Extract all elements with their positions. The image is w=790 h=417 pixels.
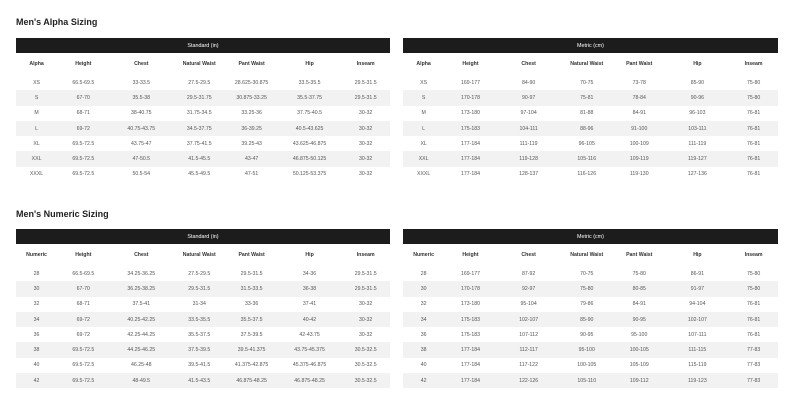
table-cell: 75-80 bbox=[746, 79, 761, 86]
table-cell: 100-109 bbox=[629, 140, 649, 147]
numeric-standard-table bbox=[16, 229, 390, 388]
table-cell: 29.5-31.5 bbox=[354, 270, 377, 277]
table-cell: 29.5-31.5 bbox=[354, 79, 377, 86]
table-cell: 111-119 bbox=[688, 140, 707, 147]
table-cell: 35.5-37.5 bbox=[188, 331, 211, 338]
size-label-cell: M bbox=[421, 110, 426, 117]
table-cell: 40.25-42.25 bbox=[109, 312, 173, 327]
column-header-row bbox=[403, 53, 778, 75]
table-cell: 29.5-31.5 bbox=[341, 90, 390, 105]
size-label-cell: XS bbox=[420, 79, 428, 86]
column-header-row bbox=[403, 244, 778, 266]
column-header: Inseam bbox=[356, 61, 375, 67]
table-cell: 70-75 bbox=[580, 270, 594, 277]
table-cell: 117-122 bbox=[519, 362, 538, 369]
table-cell: 31.5-33.5 bbox=[225, 281, 277, 296]
table-cell: 40.75-43.75 bbox=[109, 121, 173, 136]
table-cell: 30.875-33.25 bbox=[225, 90, 277, 105]
table-cell: 109-112 bbox=[613, 373, 666, 388]
table-cell: 84-91 bbox=[632, 110, 646, 117]
table-banner-row bbox=[403, 38, 778, 53]
table-cell: 36-38 bbox=[278, 281, 342, 296]
alpha-section-title: Men's Alpha Sizing bbox=[16, 17, 98, 27]
size-label-cell: L bbox=[403, 121, 444, 136]
table-cell: 69-72 bbox=[76, 331, 90, 338]
table-cell: 105-116 bbox=[561, 151, 614, 166]
table-cell: 50.125-53.375 bbox=[292, 171, 327, 178]
table-cell: 177-184 bbox=[460, 140, 481, 147]
table-cell: 128-137 bbox=[519, 171, 539, 178]
table-cell: 177-184 bbox=[444, 373, 497, 388]
table-cell: 77-83 bbox=[729, 373, 778, 388]
table-cell: 85-90 bbox=[561, 312, 614, 327]
table-banner-row bbox=[16, 229, 390, 244]
table-cell: 44.25-46.25 bbox=[109, 342, 173, 357]
column-header: Inseam bbox=[744, 252, 763, 258]
table-cell: 45.375-46.875 bbox=[292, 362, 327, 369]
table-cell: 73-78 bbox=[632, 79, 646, 86]
size-label-cell: 42 bbox=[16, 373, 57, 388]
size-label-cell: 32 bbox=[33, 301, 40, 308]
table-cell: 76-81 bbox=[746, 171, 761, 178]
table-cell: 103-111 bbox=[666, 121, 730, 136]
table-cell: 84-90 bbox=[521, 79, 536, 86]
table-cell: 37.75-40.5 bbox=[297, 110, 322, 117]
table-cell: 119-123 bbox=[666, 373, 730, 388]
table-cell: 67-70 bbox=[57, 90, 109, 105]
size-label-cell: XXL bbox=[403, 151, 444, 166]
table-cell: 175-183 bbox=[444, 121, 497, 136]
column-header: Natural Waist bbox=[182, 61, 216, 67]
table-cell: 37.5-39.5 bbox=[240, 331, 263, 338]
column-header: Pant Waist bbox=[626, 61, 653, 67]
table-cell: 46.25-48 bbox=[131, 362, 152, 369]
table-banner-row bbox=[16, 38, 390, 53]
table-cell: 35.5-37.5 bbox=[225, 312, 277, 327]
table-cell: 29.5-31.5 bbox=[240, 270, 263, 277]
table-cell: 75-80 bbox=[632, 270, 646, 277]
table-cell: 33-36 bbox=[244, 301, 259, 308]
table-row bbox=[16, 90, 390, 105]
size-label-cell: XS bbox=[33, 79, 41, 86]
table-cell: 79-86 bbox=[580, 301, 594, 308]
table-cell: 30-32 bbox=[341, 312, 390, 327]
table-cell: 36-39.25 bbox=[225, 121, 277, 136]
table-cell: 38-40.75 bbox=[131, 110, 152, 117]
table-cell: 28.625-30.875 bbox=[234, 79, 269, 86]
table-row bbox=[16, 312, 390, 327]
table-row bbox=[403, 373, 778, 388]
column-header: Natural Waist bbox=[570, 61, 604, 67]
column-header: Hip bbox=[305, 61, 314, 67]
size-label-cell: 38 bbox=[16, 342, 57, 357]
table-cell: 69.5-72.5 bbox=[72, 140, 95, 147]
table-cell: 30.5-32.5 bbox=[341, 342, 390, 357]
size-label-cell: L bbox=[16, 121, 57, 136]
size-label-cell: XL bbox=[420, 140, 427, 147]
size-label-cell: 36 bbox=[420, 331, 427, 338]
size-label-cell: M bbox=[34, 110, 39, 117]
table-row bbox=[403, 266, 778, 281]
alpha-metric-table bbox=[403, 38, 778, 182]
table-cell: 177-184 bbox=[444, 342, 497, 357]
table-cell: 88-96 bbox=[561, 121, 614, 136]
table-cell: 100-105 bbox=[577, 362, 597, 369]
table-cell: 41.5-45.5 bbox=[173, 151, 225, 166]
table-row bbox=[403, 312, 778, 327]
table-cell: 30-32 bbox=[359, 140, 373, 147]
table-cell: 170-178 bbox=[444, 90, 497, 105]
table-cell: 94-104 bbox=[689, 301, 706, 308]
column-header: Numeric bbox=[26, 252, 47, 258]
table-cell: 90-95 bbox=[580, 331, 594, 338]
table-cell: 173-180 bbox=[460, 301, 481, 308]
table-cell: 177-184 bbox=[460, 362, 481, 369]
table-row bbox=[16, 75, 390, 90]
table-cell: 90-97 bbox=[497, 90, 561, 105]
column-header: Alpha bbox=[416, 61, 431, 67]
table-cell: 87-92 bbox=[521, 270, 536, 277]
table-cell: 107-111 bbox=[688, 331, 707, 338]
table-cell: 127-136 bbox=[687, 171, 707, 178]
table-cell: 37-41 bbox=[302, 301, 317, 308]
table-row bbox=[16, 281, 390, 296]
numeric-metric-table bbox=[403, 229, 778, 388]
size-label-cell: 28 bbox=[420, 270, 427, 277]
table-cell: 31.75-34.5 bbox=[186, 110, 212, 117]
table-cell: 77-83 bbox=[746, 362, 761, 369]
table-cell: 111-119 bbox=[519, 140, 538, 147]
table-cell: 76-81 bbox=[729, 312, 778, 327]
table-cell: 169-177 bbox=[460, 270, 481, 277]
column-header: Pant Waist bbox=[238, 61, 265, 67]
table-cell: 69-72 bbox=[57, 121, 109, 136]
table-row bbox=[403, 297, 778, 312]
table-row bbox=[16, 167, 390, 182]
size-label-cell: 40 bbox=[420, 362, 427, 369]
table-cell: 48-49.5 bbox=[109, 373, 173, 388]
table-cell: 69.5-72.5 bbox=[57, 151, 109, 166]
table-cell: 76-81 bbox=[746, 110, 761, 117]
table-cell: 119-127 bbox=[666, 151, 730, 166]
table-cell: 97-104 bbox=[520, 110, 537, 117]
table-row bbox=[16, 106, 390, 121]
table-cell: 102-107 bbox=[666, 312, 730, 327]
table-cell: 34-36 bbox=[302, 270, 317, 277]
table-cell: 75-80 bbox=[729, 281, 778, 296]
table-cell: 78-84 bbox=[613, 90, 666, 105]
table-cell: 35.5-37.75 bbox=[278, 90, 342, 105]
table-row bbox=[403, 90, 778, 105]
table-cell: 102-107 bbox=[497, 312, 561, 327]
table-cell: 170-178 bbox=[444, 281, 497, 296]
table-cell: 29.5-31.5 bbox=[173, 281, 225, 296]
size-label-cell: 40 bbox=[33, 362, 40, 369]
size-label-cell: XL bbox=[33, 140, 40, 147]
column-header: Inseam bbox=[356, 252, 375, 258]
table-banner: Metric (cm) bbox=[403, 229, 778, 244]
table-cell: 90-96 bbox=[666, 90, 730, 105]
table-cell: 36.25-38.25 bbox=[109, 281, 173, 296]
table-cell: 46.875-50.125 bbox=[278, 151, 342, 166]
table-cell: 95-100 bbox=[561, 342, 614, 357]
table-cell: 86-91 bbox=[690, 270, 705, 277]
table-row bbox=[403, 281, 778, 296]
table-cell: 37.5-41 bbox=[132, 301, 151, 308]
numeric-section-title: Men's Numeric Sizing bbox=[16, 209, 109, 219]
table-cell: 76-81 bbox=[729, 151, 778, 166]
table-cell: 122-126 bbox=[497, 373, 561, 388]
table-row bbox=[16, 151, 390, 166]
table-cell: 76-81 bbox=[729, 121, 778, 136]
table-cell: 34.5-37.75 bbox=[173, 121, 225, 136]
table-cell: 116-126 bbox=[577, 171, 597, 178]
table-cell: 42-43.75 bbox=[299, 331, 320, 338]
table-banner: Metric (cm) bbox=[403, 38, 778, 53]
table-row bbox=[16, 327, 390, 342]
table-cell: 92-97 bbox=[497, 281, 561, 296]
table-cell: 76-81 bbox=[746, 331, 761, 338]
table-cell: 175-183 bbox=[444, 312, 497, 327]
table-cell: 30-32 bbox=[359, 301, 373, 308]
table-cell: 84-91 bbox=[632, 301, 646, 308]
table-cell: 95-104 bbox=[520, 301, 537, 308]
table-cell: 177-184 bbox=[460, 171, 481, 178]
size-label-cell: 38 bbox=[403, 342, 444, 357]
table-cell: 109-119 bbox=[613, 151, 666, 166]
table-cell: 69-72 bbox=[57, 312, 109, 327]
table-cell: 39.5-41.375 bbox=[225, 342, 277, 357]
table-row bbox=[16, 373, 390, 388]
table-cell: 40.5-43.625 bbox=[278, 121, 342, 136]
table-row bbox=[403, 167, 778, 182]
table-cell: 46.875-48.25 bbox=[225, 373, 277, 388]
table-cell: 75-81 bbox=[561, 90, 614, 105]
table-cell: 33-33.5 bbox=[132, 79, 151, 86]
table-cell: 30-32 bbox=[341, 151, 390, 166]
table-cell: 100-105 bbox=[613, 342, 666, 357]
table-cell: 85-90 bbox=[690, 79, 705, 86]
table-cell: 111-115 bbox=[666, 342, 730, 357]
table-cell: 119-130 bbox=[629, 171, 649, 178]
table-cell: 43.625-46.875 bbox=[292, 140, 327, 147]
table-cell: 76-81 bbox=[746, 140, 761, 147]
table-cell: 30.5-32.5 bbox=[354, 362, 377, 369]
column-header: Pant Waist bbox=[238, 252, 265, 258]
column-header: Natural Waist bbox=[182, 252, 216, 258]
column-header: Pant Waist bbox=[626, 252, 653, 258]
size-label-cell: 28 bbox=[33, 270, 40, 277]
table-cell: 105-110 bbox=[561, 373, 614, 388]
size-label-cell: XXXL bbox=[416, 171, 431, 178]
table-row bbox=[403, 75, 778, 90]
table-cell: 37.5-39.5 bbox=[173, 342, 225, 357]
table-cell: 33.5-35.5 bbox=[298, 79, 321, 86]
table-cell: 47-51 bbox=[244, 171, 259, 178]
table-cell: 91-100 bbox=[613, 121, 666, 136]
table-row bbox=[16, 121, 390, 136]
table-cell: 47-50.5 bbox=[109, 151, 173, 166]
table-cell: 96-105 bbox=[578, 140, 595, 147]
table-row bbox=[16, 358, 390, 373]
column-header: Chest bbox=[521, 61, 536, 67]
table-cell: 115-119 bbox=[688, 362, 707, 369]
table-row bbox=[403, 106, 778, 121]
table-cell: 69.5-72.5 bbox=[57, 342, 109, 357]
table-cell: 104-111 bbox=[497, 121, 561, 136]
table-cell: 33.5-35.5 bbox=[173, 312, 225, 327]
table-cell: 27.5-29.5 bbox=[188, 79, 211, 86]
table-cell: 77-83 bbox=[729, 342, 778, 357]
column-header-row bbox=[16, 53, 390, 75]
column-header: Chest bbox=[521, 252, 536, 258]
table-row bbox=[403, 151, 778, 166]
table-cell: 27.5-29.5 bbox=[188, 270, 211, 277]
table-cell: 75-80 bbox=[729, 90, 778, 105]
table-cell: 68-71 bbox=[76, 301, 90, 308]
column-header: Alpha bbox=[29, 61, 44, 67]
table-cell: 41.375-42.875 bbox=[234, 362, 269, 369]
table-cell: 67-70 bbox=[57, 281, 109, 296]
table-cell: 29.5-31.5 bbox=[341, 281, 390, 296]
table-cell: 31-34 bbox=[192, 301, 206, 308]
table-row bbox=[16, 297, 390, 312]
table-cell: 69.5-72.5 bbox=[57, 373, 109, 388]
table-row bbox=[403, 342, 778, 357]
table-cell: 90-95 bbox=[613, 312, 666, 327]
column-header: Height bbox=[75, 61, 92, 67]
column-header: Height bbox=[462, 252, 479, 258]
table-cell: 37.75-41.5 bbox=[186, 140, 212, 147]
size-label-cell: 36 bbox=[33, 331, 40, 338]
table-row bbox=[403, 327, 778, 342]
column-header-row bbox=[16, 244, 390, 266]
table-banner-row bbox=[403, 229, 778, 244]
table-cell: 80-85 bbox=[613, 281, 666, 296]
table-cell: 30-32 bbox=[359, 171, 373, 178]
table-cell: 173-180 bbox=[460, 110, 481, 117]
size-label-cell: 34 bbox=[403, 312, 444, 327]
column-header: Chest bbox=[134, 252, 149, 258]
table-cell: 34.25-36.25 bbox=[127, 270, 156, 277]
column-header: Hip bbox=[305, 252, 314, 258]
table-row bbox=[16, 342, 390, 357]
table-cell: 68-71 bbox=[76, 110, 90, 117]
table-cell: 33.25-36 bbox=[241, 110, 262, 117]
column-header: Height bbox=[462, 61, 479, 67]
table-cell: 50.5-54 bbox=[132, 171, 151, 178]
table-cell: 105-109 bbox=[629, 362, 649, 369]
table-cell: 43-47 bbox=[225, 151, 277, 166]
table-cell: 169-177 bbox=[460, 79, 481, 86]
table-cell: 81-88 bbox=[580, 110, 594, 117]
table-cell: 45.5-49.5 bbox=[188, 171, 211, 178]
table-cell: 107-112 bbox=[519, 331, 538, 338]
table-cell: 95-100 bbox=[631, 331, 648, 338]
size-label-cell: 30 bbox=[16, 281, 57, 296]
column-header: Inseam bbox=[744, 61, 763, 67]
table-cell: 30-32 bbox=[359, 110, 373, 117]
table-cell: 66.5-69.5 bbox=[72, 79, 95, 86]
table-cell: 39.5-41.5 bbox=[188, 362, 211, 369]
alpha-standard-table bbox=[16, 38, 390, 182]
table-cell: 30-32 bbox=[359, 331, 373, 338]
table-row bbox=[403, 136, 778, 151]
table-cell: 69.5-72.5 bbox=[72, 362, 95, 369]
size-label-cell: 42 bbox=[403, 373, 444, 388]
table-cell: 76-81 bbox=[746, 301, 761, 308]
table-row bbox=[16, 266, 390, 281]
size-label-cell: 32 bbox=[420, 301, 427, 308]
table-cell: 96-103 bbox=[689, 110, 706, 117]
table-row bbox=[403, 121, 778, 136]
table-banner: Standard (in) bbox=[16, 229, 390, 244]
table-cell: 70-75 bbox=[580, 79, 594, 86]
table-cell: 177-184 bbox=[444, 151, 497, 166]
column-header: Hip bbox=[693, 61, 702, 67]
table-cell: 46.875-48.25 bbox=[278, 373, 342, 388]
column-header: Height bbox=[75, 252, 92, 258]
column-header: Chest bbox=[134, 61, 149, 67]
table-cell: 43.75-45.375 bbox=[278, 342, 342, 357]
table-cell: 30.5-32.5 bbox=[341, 373, 390, 388]
table-cell: 66.5-69.5 bbox=[72, 270, 95, 277]
table-cell: 35.5-38 bbox=[109, 90, 173, 105]
table-cell: 75-80 bbox=[746, 270, 761, 277]
size-label-cell: XXXL bbox=[29, 171, 44, 178]
size-label-cell: XXL bbox=[16, 151, 57, 166]
table-cell: 175-183 bbox=[460, 331, 481, 338]
table-cell: 91-97 bbox=[666, 281, 730, 296]
size-label-cell: S bbox=[403, 90, 444, 105]
table-row bbox=[403, 358, 778, 373]
size-label-cell: 30 bbox=[403, 281, 444, 296]
table-cell: 30-32 bbox=[341, 121, 390, 136]
table-cell: 29.5-31.75 bbox=[173, 90, 225, 105]
table-cell: 43.75-47 bbox=[131, 140, 152, 147]
table-cell: 39.25-43 bbox=[241, 140, 262, 147]
column-header: Natural Waist bbox=[570, 252, 604, 258]
column-header: Numeric bbox=[413, 252, 434, 258]
size-label-cell: S bbox=[16, 90, 57, 105]
table-cell: 119-128 bbox=[497, 151, 561, 166]
table-cell: 40-42 bbox=[278, 312, 342, 327]
size-label-cell: 34 bbox=[16, 312, 57, 327]
table-cell: 112-117 bbox=[497, 342, 561, 357]
table-cell: 69.5-72.5 bbox=[72, 171, 95, 178]
column-header: Hip bbox=[693, 252, 702, 258]
table-cell: 42.25-44.25 bbox=[127, 331, 156, 338]
table-banner: Standard (in) bbox=[16, 38, 390, 53]
table-cell: 41.5-43.5 bbox=[173, 373, 225, 388]
table-cell: 75-80 bbox=[561, 281, 614, 296]
table-row bbox=[16, 136, 390, 151]
